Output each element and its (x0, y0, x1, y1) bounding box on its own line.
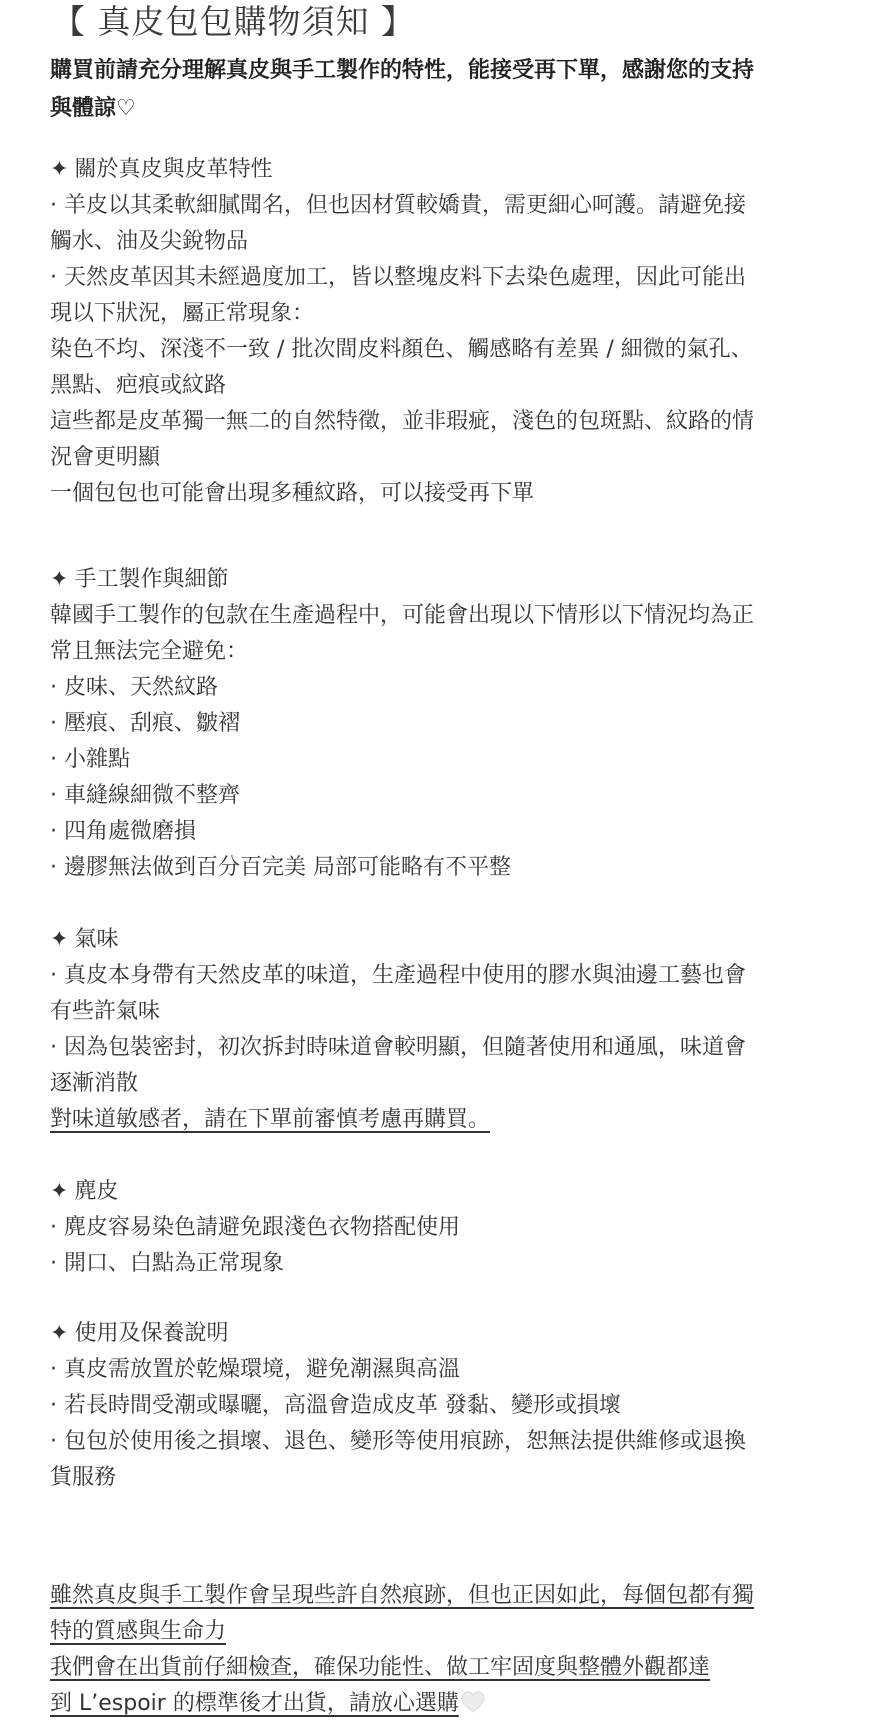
white-heart-icon (461, 1691, 485, 1713)
section-line: · 包包於使用後之損壞、退色、變形等使用痕跡，恕無法提供維修或退換 (50, 1429, 746, 1454)
section-line: 有些許氣味 (50, 999, 161, 1024)
section-line: · 天然皮革因其未經過度加工，皆以整塊皮料下去染色處理，因此可能出 (50, 265, 746, 290)
section-odor (50, 922, 840, 1138)
section-line: · 皮味、天然紋路 (50, 675, 218, 700)
section-heading: ✦ 使用及保養說明 (50, 1321, 229, 1346)
section-line: 況會更明顯 (50, 445, 161, 470)
closing-line: 特的質感與生命力 (50, 1619, 227, 1644)
section-care-instructions (50, 1316, 840, 1496)
section-line: 黑點、疤痕或紋路 (50, 373, 227, 398)
section-line: 一個包包也可能會出現多種紋路，可以接受再下單 (50, 481, 535, 506)
section-line: · 邊膠無法做到百分百完美 局部可能略有不平整 (50, 855, 511, 880)
section-line: 貨服務 (50, 1465, 117, 1490)
section-heading: ✦ 麂皮 (50, 1179, 119, 1204)
section-line: 逐漸消散 (50, 1071, 139, 1096)
section-line: 這些都是皮革獨一無二的自然特徵，並非瑕疵，淺色的包斑點、紋路的情 (50, 409, 755, 434)
page-title: 【 真皮包包購物須知 】 (52, 2, 415, 41)
section-line: · 車縫線細微不整齊 (50, 783, 240, 808)
section-line: 現以下狀況，屬正常現象： (50, 301, 315, 326)
odor-warning-note: 對味道敏感者，請在下單前審慎考慮再購買。 (50, 1107, 491, 1132)
star-icon: ✦ (50, 1179, 69, 1204)
intro-line: 與體諒♡ (50, 96, 136, 121)
section-leather-properties (50, 152, 840, 512)
intro-line: 購買前請充分理解真皮與手工製作的特性，能接受再下單，感謝您的支持 (50, 58, 755, 83)
intro-paragraph (50, 52, 840, 128)
section-line: · 壓痕、刮痕、皺褶 (50, 711, 240, 736)
section-line: · 因為包裝密封，初次拆封時味道會較明顯，但隨著使用和通風，味道會 (50, 1035, 746, 1060)
section-line: · 開口、白點為正常現象 (50, 1251, 284, 1276)
closing-line: 我們會在出貨前仔細檢查，確保功能性、做工牢固度與整體外觀都達 (50, 1655, 711, 1680)
section-line: · 小雜點 (50, 747, 130, 772)
star-icon: ✦ (50, 567, 69, 592)
section-suede (50, 1174, 840, 1282)
section-line: 韓國手工製作的包款在生產過程中，可能會出現以下情形以下情況均為正 (50, 603, 755, 628)
section-line: · 若長時間受潮或曝曬，高溫會造成皮革 發黏、變形或損壞 (50, 1393, 621, 1418)
closing-paragraph (50, 1578, 840, 1722)
section-line: 染色不均、深淺不一致 / 批次間皮料顏色、觸感略有差異 / 細微的氣孔、 (50, 337, 753, 362)
section-line: · 真皮本身帶有天然皮革的味道，生產過程中使用的膠水與油邊工藝也會 (50, 963, 746, 988)
star-icon: ✦ (50, 1321, 69, 1346)
section-line: · 麂皮容易染色請避免跟淺色衣物搭配使用 (50, 1215, 460, 1240)
section-line: · 羊皮以其柔軟細膩聞名，但也因材質較嬌貴，需更細心呵護。請避免接 (50, 193, 746, 218)
section-handmade-details (50, 562, 840, 886)
section-line: · 四角處微磨損 (50, 819, 196, 844)
section-line: 常且無法完全避免： (50, 639, 249, 664)
section-heading: ✦ 手工製作與細節 (50, 567, 229, 592)
closing-line: 到 L’espoir 的標準後才出貨，請放心選購 (50, 1686, 840, 1722)
closing-line: 雖然真皮與手工製作會呈現些許自然痕跡，但也正因如此，每個包都有獨 (50, 1583, 755, 1608)
star-icon: ✦ (50, 157, 69, 182)
section-heading: ✦ 氣味 (50, 927, 119, 952)
section-line: · 真皮需放置於乾燥環境，避免潮濕與高溫 (50, 1357, 460, 1382)
star-icon: ✦ (50, 927, 69, 952)
section-line: 觸水、油及尖銳物品 (50, 229, 249, 254)
section-heading: ✦ 關於真皮與皮革特性 (50, 157, 273, 182)
